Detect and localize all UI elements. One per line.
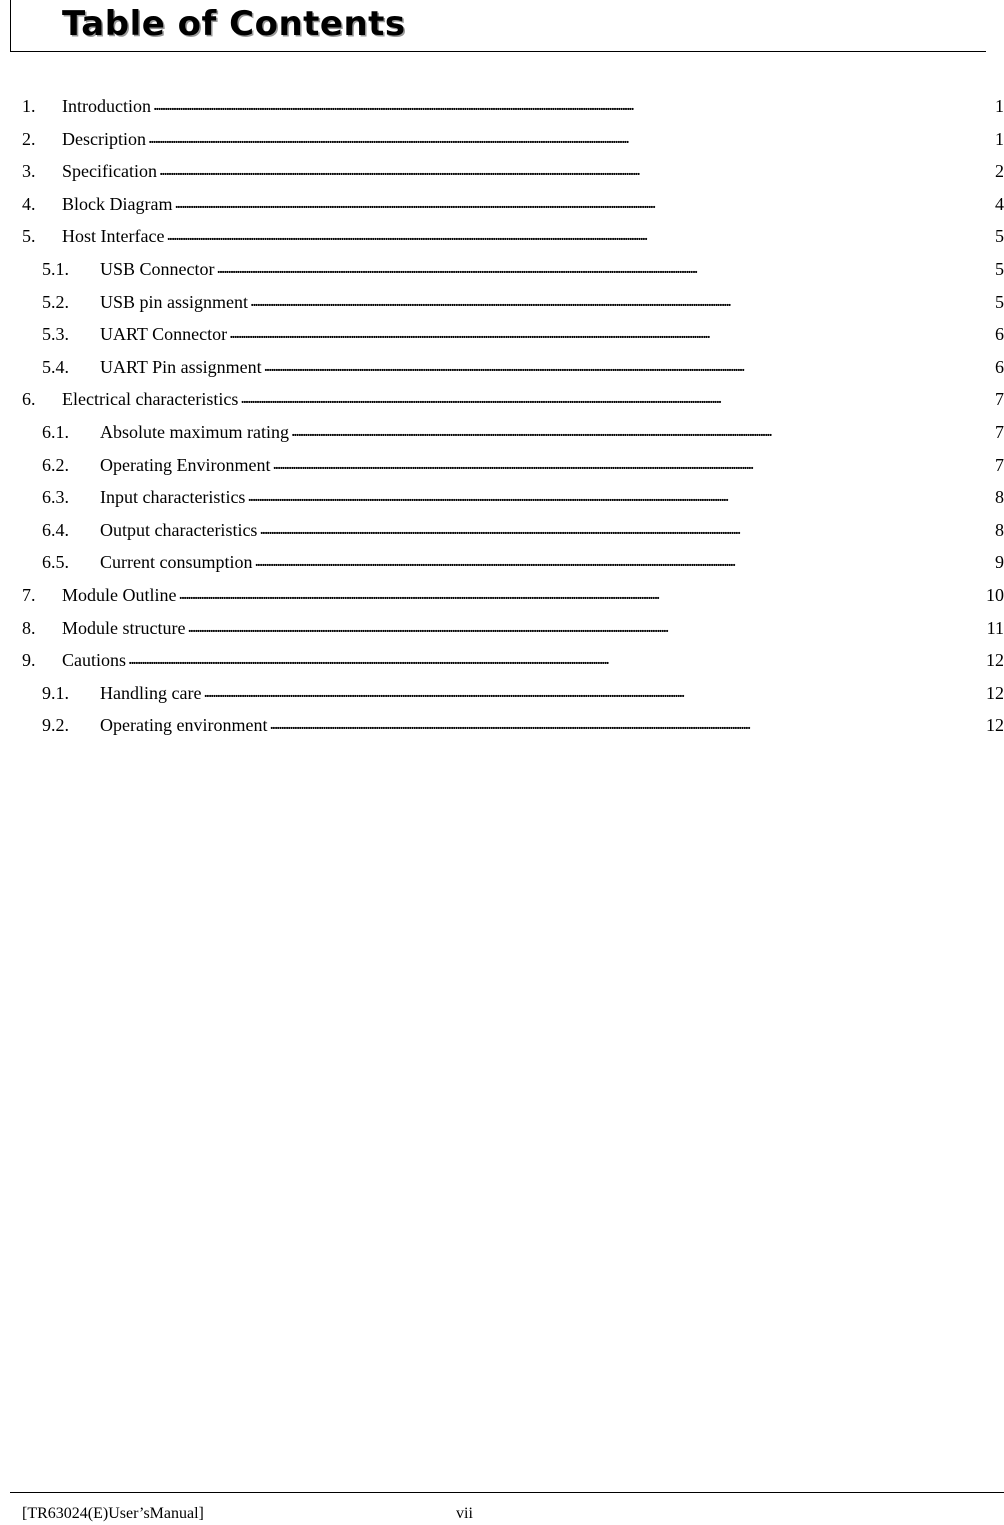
- toc-entry[interactable]: [22, 485, 1004, 518]
- dot-leader: [291, 420, 992, 438]
- toc-entry-number: 8.: [22, 617, 36, 638]
- toc-entry-page[interactable]: 8: [995, 519, 1004, 540]
- dot-leader: [174, 192, 992, 210]
- dot-leader: [179, 583, 985, 601]
- toc-entry-page[interactable]: 1: [995, 128, 1004, 149]
- toc-entry-number: 5.1.: [42, 258, 69, 279]
- toc-entry-page[interactable]: 12: [986, 650, 1004, 671]
- toc-entry-number: 1.: [22, 96, 36, 116]
- toc-entry-number: 5.3.: [42, 324, 69, 345]
- toc-entry-page[interactable]: 10: [986, 584, 1004, 605]
- footer-manual-id: [TR63024(E)User’sManual]: [22, 1505, 204, 1522]
- toc-entry[interactable]: [22, 257, 1004, 290]
- toc-entry-number: 6.3.: [42, 487, 69, 508]
- dot-leader: [217, 257, 993, 275]
- toc-entry-title[interactable]: UART Pin assignment: [100, 356, 262, 377]
- toc-entry-title[interactable]: Block Diagram: [62, 193, 173, 214]
- toc-entry-title[interactable]: Output characteristics: [100, 519, 258, 540]
- table-of-contents: [22, 94, 1004, 746]
- toc-entry-title[interactable]: Module structure: [62, 617, 186, 638]
- toc-entry[interactable]: [22, 224, 1004, 257]
- dot-leader: [254, 550, 992, 568]
- dot-leader: [148, 127, 992, 145]
- dot-leader: [166, 224, 992, 242]
- toc-entry-page[interactable]: 7: [995, 421, 1004, 442]
- toc-entry[interactable]: [22, 583, 1004, 616]
- toc-entry-number: 6.5.: [42, 552, 69, 573]
- toc-entry-title[interactable]: Introduction: [62, 96, 151, 116]
- dot-leader: [259, 518, 992, 536]
- dot-leader: [159, 159, 992, 177]
- footer-divider: [10, 1492, 1004, 1493]
- toc-entry[interactable]: [22, 192, 1004, 225]
- toc-entry-title[interactable]: Specification: [62, 161, 157, 182]
- toc-entry-number: 2.: [22, 128, 36, 149]
- toc-entry-title[interactable]: Operating environment: [100, 715, 268, 736]
- toc-entry-page[interactable]: 12: [986, 715, 1004, 736]
- toc-entry-page[interactable]: 5: [995, 226, 1004, 247]
- toc-entry-page[interactable]: 9: [995, 552, 1004, 573]
- toc-entry[interactable]: [22, 681, 1004, 714]
- toc-entry-page[interactable]: 6: [995, 324, 1004, 345]
- toc-entry-title[interactable]: Host Interface: [62, 226, 165, 247]
- dot-leader: [240, 387, 992, 405]
- toc-entry-page[interactable]: 5: [995, 258, 1004, 279]
- toc-entry-number: 3.: [22, 161, 36, 182]
- dot-leader: [187, 616, 984, 634]
- toc-entry-page[interactable]: 8: [995, 487, 1004, 508]
- toc-entry[interactable]: [22, 355, 1004, 388]
- toc-entry[interactable]: [22, 648, 1004, 681]
- toc-entry-number: 5.: [22, 226, 36, 247]
- dot-leader: [203, 681, 984, 699]
- toc-entry[interactable]: [22, 322, 1004, 355]
- dot-leader: [250, 290, 992, 308]
- toc-entry-number: 5.2.: [42, 291, 69, 312]
- toc-entry-title[interactable]: Operating Environment: [100, 454, 271, 475]
- toc-entry[interactable]: [22, 550, 1004, 583]
- toc-entry-page[interactable]: 7: [995, 389, 1004, 410]
- toc-entry-title[interactable]: USB pin assignment: [100, 291, 249, 312]
- dot-leader: [264, 355, 992, 373]
- toc-entry-title[interactable]: Description: [62, 128, 146, 149]
- toc-entry-page[interactable]: 1: [995, 96, 1004, 116]
- dot-leader: [229, 322, 992, 340]
- toc-entry-number: 6.1.: [42, 421, 69, 442]
- toc-entry-title[interactable]: USB Connector: [100, 258, 215, 279]
- toc-entry-number: 5.4.: [42, 356, 69, 377]
- toc-entry-number: 9.1.: [42, 682, 69, 703]
- dot-leader: [153, 94, 992, 112]
- toc-entry-page[interactable]: 5: [995, 291, 1004, 312]
- toc-entry-number: 4.: [22, 193, 36, 214]
- toc-entry-number: 6.4.: [42, 519, 69, 540]
- toc-entry[interactable]: [22, 94, 1004, 127]
- toc-entry-page[interactable]: 11: [986, 617, 1004, 638]
- toc-entry[interactable]: [22, 290, 1004, 323]
- toc-entry-title[interactable]: Absolute maximum rating: [100, 421, 289, 442]
- dot-leader: [269, 713, 984, 731]
- footer-page-number: vii: [456, 1505, 473, 1522]
- toc-entry-number: 9.: [22, 650, 36, 671]
- page-title: Table of Contents: [62, 4, 406, 44]
- toc-entry-title[interactable]: Handling care: [100, 682, 202, 703]
- dot-leader: [128, 648, 984, 666]
- toc-entry-title[interactable]: Cautions: [62, 650, 127, 671]
- toc-entry[interactable]: [22, 420, 1004, 453]
- toc-entry-number: 7.: [22, 584, 36, 605]
- toc-entry-title[interactable]: UART Connector: [100, 324, 228, 345]
- toc-entry-title[interactable]: Electrical characteristics: [62, 389, 239, 410]
- toc-entry-page[interactable]: 4: [995, 193, 1004, 214]
- toc-entry-page[interactable]: 12: [986, 682, 1004, 703]
- toc-entry[interactable]: [22, 518, 1004, 551]
- toc-entry[interactable]: [22, 159, 1004, 192]
- toc-entry-page[interactable]: 2: [995, 161, 1004, 182]
- toc-entry[interactable]: [22, 387, 1004, 420]
- toc-entry-page[interactable]: 7: [995, 454, 1004, 475]
- toc-entry-number: 9.2.: [42, 715, 69, 736]
- toc-entry[interactable]: [22, 127, 1004, 160]
- dot-leader: [272, 453, 992, 471]
- toc-entry-title[interactable]: Current consumption: [100, 552, 253, 573]
- toc-entry-page[interactable]: 6: [995, 356, 1004, 377]
- toc-entry-title[interactable]: Module Outline: [62, 584, 177, 605]
- toc-entry[interactable]: [22, 616, 1004, 649]
- toc-entry-number: 6.2.: [42, 454, 69, 475]
- toc-entry[interactable]: [22, 453, 1004, 486]
- toc-entry[interactable]: [22, 713, 1004, 746]
- toc-entry-title[interactable]: Input characteristics: [100, 487, 246, 508]
- toc-entry-number: 6.: [22, 389, 36, 410]
- dot-leader: [247, 485, 992, 503]
